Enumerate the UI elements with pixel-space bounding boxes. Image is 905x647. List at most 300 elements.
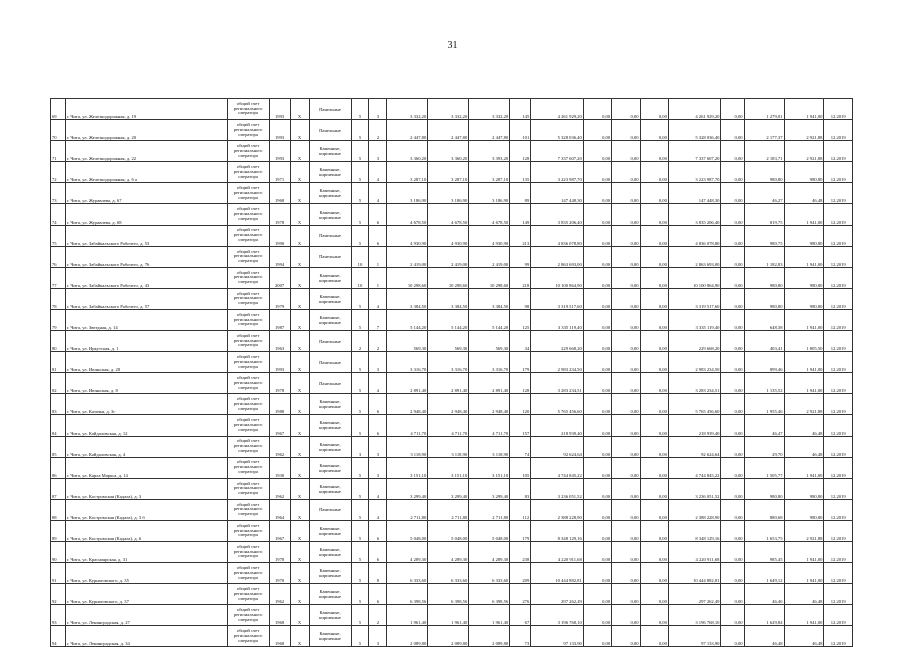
cell-floors: 5 [351, 352, 369, 373]
cell-entrances: 3 [369, 626, 387, 647]
cell-area-own: 5 048,00 [469, 520, 510, 541]
cell-f4: 0,00 [721, 457, 744, 478]
cell-area-living: 2 447,80 [428, 120, 469, 141]
cell-cost-max: 1 941,00 [784, 563, 824, 584]
cell-f1: 0,00 [583, 436, 611, 457]
cell-entrances: 1 [369, 246, 387, 267]
cell-year: 1970 [269, 563, 290, 584]
cell-f1: 0,00 [583, 520, 611, 541]
cell-floors: 5 [351, 120, 369, 141]
cell-area-total: 2 948,40 [387, 394, 428, 415]
cell-deadline: 12.2019 [824, 225, 853, 246]
cell-cost-owners: 3 196 768,10 [668, 605, 721, 626]
cell-material: Каменные, кирпичные [309, 584, 351, 605]
cell-area-total: 2 891,40 [387, 373, 428, 394]
cell-floors: 5 [351, 373, 369, 394]
cell-cost-owners: 4 220 911,68 [668, 541, 721, 562]
cell-address: г. Чита, ул. Курнатовского, д. 35 [65, 563, 227, 584]
cell-f4: 0,00 [721, 499, 744, 520]
cell-cost-max: 46,48 [784, 436, 824, 457]
cell-deadline: 12.2019 [824, 246, 853, 267]
cell-address: г. Чита, ул. Забайкальского Рабочего, д. 53 [65, 225, 227, 246]
cell-no: 76 [51, 246, 66, 267]
cell-area-total: 3 384,50 [387, 288, 428, 309]
cell-cost-per-m2: 980,80 [744, 267, 784, 288]
cell-area-total: 4 711,70 [387, 415, 428, 436]
cell-fund: общий счет регионального оператора [227, 352, 269, 373]
cell-cost-max: 1 941,00 [784, 246, 824, 267]
cell-entrances: 8 [369, 563, 387, 584]
cell-f3: 0,00 [640, 331, 668, 352]
cell-no: 84 [51, 415, 66, 436]
cell-f2: 0,00 [612, 331, 640, 352]
cell-cost-max: 1 941,00 [784, 457, 824, 478]
cell-area-living: 569,30 [428, 331, 469, 352]
cell-year: 1988 [269, 394, 290, 415]
cell-f1: 0,00 [583, 99, 611, 120]
cell-area-own: 3 332,20 [469, 99, 510, 120]
cell-area-total: 4 678,50 [387, 204, 428, 225]
cell-cost-per-m2: 980,80 [744, 162, 784, 183]
cell-area-living: 10 298,60 [428, 267, 469, 288]
cell-f3: 0,00 [640, 373, 668, 394]
cell-address: г. Чита, ул. Железнодорожная, д. 19 [65, 99, 227, 120]
cell-f3: 0,00 [640, 204, 668, 225]
cell-cost-per-m2: 819,75 [744, 204, 784, 225]
cell-f2: 0,00 [612, 373, 640, 394]
cell-f3: 0,00 [640, 352, 668, 373]
cell-entrances: 4 [369, 288, 387, 309]
cell-cost-per-m2: 46,27 [744, 183, 784, 204]
cell-year: 1963 [269, 331, 290, 352]
cell-year: 1979 [269, 288, 290, 309]
cell-fund: общий счет регионального оператора [227, 436, 269, 457]
cell-f3: 0,00 [640, 499, 668, 520]
cell-deadline: 12.2019 [824, 605, 853, 626]
cell-deadline: 12.2019 [824, 478, 853, 499]
cell-f1: 0,00 [583, 204, 611, 225]
table-row [51, 415, 853, 436]
cell-cost-owners: 3 283 234,51 [668, 373, 721, 394]
table-row [51, 584, 853, 605]
cell-f3: 0,00 [640, 267, 668, 288]
cell-cost-owners: 2 388 228,90 [668, 499, 721, 520]
cell-area-total: 2 711,80 [387, 499, 428, 520]
cell-residents: 209 [510, 563, 531, 584]
cell-cost-total: 3 283 234,51 [531, 373, 584, 394]
cell-area-living: 3 332,20 [428, 99, 469, 120]
cell-mark: Х [290, 626, 309, 647]
cell-area-total: 2 419,00 [387, 246, 428, 267]
cell-area-total: 3 332,20 [387, 99, 428, 120]
cell-f1: 0,00 [583, 267, 611, 288]
cell-residents: 238 [510, 541, 531, 562]
cell-year: 1993 [269, 120, 290, 141]
cell-floors: 5 [351, 204, 369, 225]
cell-f4: 0,00 [721, 520, 744, 541]
cell-cost-max: 1 941,00 [784, 352, 824, 373]
cell-f4: 0,00 [721, 436, 744, 457]
cell-mark: Х [290, 394, 309, 415]
cell-mark: Х [290, 99, 309, 120]
cell-address: г. Чита, ул. Забайкальского Рабочего, д. 57 [65, 288, 227, 309]
cell-no: 87 [51, 478, 66, 499]
cell-address: г. Чита, ул. Иркутская, д. 1 [65, 331, 227, 352]
cell-f3: 0,00 [640, 541, 668, 562]
cell-cost-total: 4 220 911,68 [531, 541, 584, 562]
cell-f2: 0,00 [612, 99, 640, 120]
cell-deadline: 12.2019 [824, 204, 853, 225]
cell-entrances: 6 [369, 225, 387, 246]
cell-fund: общий счет регионального оператора [227, 162, 269, 183]
cell-floors: 5 [351, 183, 369, 204]
table-row [51, 225, 853, 246]
cell-cost-max: 1 941,00 [784, 309, 824, 330]
cell-address: г. Чита, ул. Звездная, д. 14 [65, 309, 227, 330]
cell-floors: 5 [351, 584, 369, 605]
cell-address: г. Чита, ул. Костромская (Кадала), д. 3 [65, 478, 227, 499]
cell-f4: 0,00 [721, 478, 744, 499]
cell-f3: 0,00 [640, 183, 668, 204]
cell-deadline: 12.2019 [824, 499, 853, 520]
cell-address: г. Чита, ул. Железнодорожная, д. 20 [65, 120, 227, 141]
cell-f3: 0,00 [640, 584, 668, 605]
cell-year: 1962 [269, 584, 290, 605]
cell-cost-per-m2: 1 629,84 [744, 605, 784, 626]
cell-f2: 0,00 [612, 162, 640, 183]
cell-material: Панельные [309, 225, 351, 246]
cell-f2: 0,00 [612, 309, 640, 330]
cell-material: Панельные [309, 120, 351, 141]
cell-area-own: 2 891,40 [469, 373, 510, 394]
cell-fund: общий счет регионального оператора [227, 309, 269, 330]
cell-material: Панельные [309, 99, 351, 120]
houses-table-body [51, 99, 853, 647]
cell-cost-total: 10 444 882,81 [531, 563, 584, 584]
cell-area-total: 6 333,60 [387, 563, 428, 584]
cell-cost-owners: 92 624,64 [668, 436, 721, 457]
cell-mark: Х [290, 415, 309, 436]
cell-f2: 0,00 [612, 204, 640, 225]
cell-address: г. Чита, ул. Красноярская, д. 31 [65, 541, 227, 562]
cell-area-living: 3 186,90 [428, 183, 469, 204]
cell-f1: 0,00 [583, 394, 611, 415]
cell-deadline: 12.2019 [824, 457, 853, 478]
cell-area-own: 569,30 [469, 331, 510, 352]
cell-floors: 10 [351, 267, 369, 288]
cell-deadline: 12.2019 [824, 141, 853, 162]
cell-floors: 5 [351, 520, 369, 541]
cell-cost-owners: 3 335 119,40 [668, 309, 721, 330]
cell-cost-total: 3 319 517,60 [531, 288, 584, 309]
cell-f2: 0,00 [612, 246, 640, 267]
cell-cost-per-m2: 899,46 [744, 352, 784, 373]
cell-residents: 67 [510, 605, 531, 626]
table-row [51, 267, 853, 288]
cell-cost-total: 3 236 051,52 [531, 478, 584, 499]
cell-entrances: 2 [369, 605, 387, 626]
cell-residents: 105 [510, 457, 531, 478]
cell-cost-total: 5 328 036,40 [531, 120, 584, 141]
cell-deadline: 12.2019 [824, 99, 853, 120]
cell-f1: 0,00 [583, 141, 611, 162]
cell-entrances: 3 [369, 99, 387, 120]
cell-material: Панельные [309, 373, 351, 394]
cell-f2: 0,00 [612, 457, 640, 478]
cell-no: 93 [51, 605, 66, 626]
cell-residents: 112 [510, 499, 531, 520]
cell-deadline: 12.2019 [824, 352, 853, 373]
cell-area-living: 3 151,10 [428, 457, 469, 478]
table-row [51, 520, 853, 541]
cell-f2: 0,00 [612, 394, 640, 415]
cell-deadline: 12.2019 [824, 162, 853, 183]
cell-cost-max: 980,80 [784, 499, 824, 520]
cell-mark: Х [290, 436, 309, 457]
cell-f4: 0,00 [721, 584, 744, 605]
cell-area-own: 2 711,80 [469, 499, 510, 520]
cell-entrances: 6 [369, 394, 387, 415]
cell-year: 1994 [269, 246, 290, 267]
cell-address: г. Чита, ул. Журавлева, д. 68 [65, 204, 227, 225]
cell-f3: 0,00 [640, 563, 668, 584]
cell-deadline: 12.2019 [824, 520, 853, 541]
cell-entrances: 4 [369, 162, 387, 183]
cell-f1: 0,00 [583, 331, 611, 352]
cell-mark: Х [290, 225, 309, 246]
table-row [51, 162, 853, 183]
cell-mark: Х [290, 352, 309, 373]
cell-f3: 0,00 [640, 394, 668, 415]
cell-fund: общий счет регионального оператора [227, 288, 269, 309]
cell-mark: Х [290, 499, 309, 520]
cell-address: г. Чита, ул. Журавлева, д. 67 [65, 183, 227, 204]
cell-address: г. Чита, ул. Кайдаловская, д. 4 [65, 436, 227, 457]
cell-cost-max: 980,80 [784, 162, 824, 183]
cell-fund: общий счет регионального оператора [227, 605, 269, 626]
cell-cost-max: 980,80 [784, 288, 824, 309]
cell-f4: 0,00 [721, 563, 744, 584]
table-row [51, 605, 853, 626]
cell-area-own: 4 678,50 [469, 204, 510, 225]
cell-fund: общий счет регионального оператора [227, 541, 269, 562]
cell-fund: общий счет регионального оператора [227, 204, 269, 225]
cell-cost-per-m2: 648,38 [744, 309, 784, 330]
cell-residents: 98 [510, 288, 531, 309]
table-row [51, 331, 853, 352]
cell-area-total: 4 930,90 [387, 225, 428, 246]
cell-floors: 5 [351, 99, 369, 120]
cell-cost-per-m2: 1 279,01 [744, 99, 784, 120]
cell-fund: общий счет регионального оператора [227, 373, 269, 394]
cell-area-total: 3 151,10 [387, 457, 428, 478]
cell-f1: 0,00 [583, 309, 611, 330]
cell-mark: Х [290, 288, 309, 309]
cell-floors: 5 [351, 605, 369, 626]
table-row [51, 394, 853, 415]
cell-cost-owners: 3 319 517,60 [668, 288, 721, 309]
cell-f2: 0,00 [612, 267, 640, 288]
cell-f4: 0,00 [721, 415, 744, 436]
cell-year: 1993 [269, 141, 290, 162]
cell-deadline: 12.2019 [824, 394, 853, 415]
cell-cost-owners: 5 765 456,60 [668, 394, 721, 415]
cell-cost-per-m2: 985,45 [744, 541, 784, 562]
cell-material: Каменные, кирпичные [309, 288, 351, 309]
cell-deadline: 12.2019 [824, 626, 853, 647]
cell-area-living: 2 891,40 [428, 373, 469, 394]
cell-residents: 128 [510, 373, 531, 394]
cell-year: 1978 [269, 373, 290, 394]
cell-fund: общий счет регионального оператора [227, 141, 269, 162]
cell-entrances: 6 [369, 415, 387, 436]
cell-material: Каменные, кирпичные [309, 394, 351, 415]
cell-fund: общий счет регионального оператора [227, 331, 269, 352]
cell-deadline: 12.2019 [824, 584, 853, 605]
cell-floors: 5 [351, 225, 369, 246]
cell-f2: 0,00 [612, 352, 640, 373]
cell-deadline: 12.2019 [824, 373, 853, 394]
cell-cost-owners: 3 835 206,40 [668, 204, 721, 225]
cell-entrances: 6 [369, 520, 387, 541]
cell-year: 1967 [269, 415, 290, 436]
cell-area-living: 5 144,20 [428, 309, 469, 330]
cell-area-own: 3 151,10 [469, 457, 510, 478]
cell-f3: 0,00 [640, 309, 668, 330]
cell-f1: 0,00 [583, 584, 611, 605]
cell-mark: Х [290, 267, 309, 288]
cell-year: 1990 [269, 225, 290, 246]
cell-fund: общий счет регионального оператора [227, 499, 269, 520]
cell-cost-per-m2: 1 182,83 [744, 246, 784, 267]
cell-material: Каменные, кирпичные [309, 204, 351, 225]
cell-fund: общий счет регионального оператора [227, 267, 269, 288]
cell-cost-max: 46,48 [784, 415, 824, 436]
cell-address: г. Чита, ул. Курнатовского, д. 37 [65, 584, 227, 605]
cell-f1: 0,00 [583, 352, 611, 373]
cell-fund: общий счет регионального оператора [227, 563, 269, 584]
cell-cost-total: 4 744 845,22 [531, 457, 584, 478]
cell-cost-owners: 2 863 693,00 [668, 246, 721, 267]
cell-area-own: 3 118,90 [469, 436, 510, 457]
cell-cost-total: 2 388 228,90 [531, 499, 584, 520]
cell-area-own: 2 419,00 [469, 246, 510, 267]
cell-fund: общий счет регионального оператора [227, 225, 269, 246]
cell-fund: общий счет регионального оператора [227, 99, 269, 120]
cell-material: Каменные, кирпичные [309, 162, 351, 183]
table-row [51, 499, 853, 520]
cell-f1: 0,00 [583, 415, 611, 436]
cell-deadline: 12.2019 [824, 331, 853, 352]
cell-mark: Х [290, 373, 309, 394]
cell-material: Панельные [309, 352, 351, 373]
cell-mark: Х [290, 584, 309, 605]
cell-area-own: 2 948,40 [469, 394, 510, 415]
cell-entrances: 6 [369, 584, 387, 605]
cell-cost-max: 1 941,00 [784, 541, 824, 562]
cell-cost-per-m2: 1 505,77 [744, 457, 784, 478]
cell-no: 88 [51, 499, 66, 520]
cell-cost-total: 8 348 129,16 [531, 520, 584, 541]
cell-area-living: 4 930,90 [428, 225, 469, 246]
cell-cost-max: 1 941,00 [784, 373, 824, 394]
cell-cost-total: 147 448,30 [531, 183, 584, 204]
cell-material: Каменные, кирпичные [309, 436, 351, 457]
cell-floors: 5 [351, 415, 369, 436]
cell-no: 77 [51, 267, 66, 288]
cell-floors: 5 [351, 394, 369, 415]
cell-address: г. Чита, ул. Июньская, д. 28 [65, 352, 227, 373]
cell-cost-max: 2 921,88 [784, 520, 824, 541]
cell-area-total: 569,30 [387, 331, 428, 352]
cell-floors: 5 [351, 626, 369, 647]
cell-cost-owners: 3 236 051,52 [668, 478, 721, 499]
cell-area-own: 5 144,20 [469, 309, 510, 330]
cell-cost-total: 3 835 206,40 [531, 204, 584, 225]
cell-cost-total: 7 337 607,20 [531, 141, 584, 162]
cell-f4: 0,00 [721, 141, 744, 162]
cell-f4: 0,00 [721, 605, 744, 626]
cell-year: 1968 [269, 626, 290, 647]
cell-area-own: 2 447,80 [469, 120, 510, 141]
cell-no: 79 [51, 309, 66, 330]
cell-entrances: 4 [369, 478, 387, 499]
cell-residents: 179 [510, 520, 531, 541]
cell-deadline: 12.2019 [824, 541, 853, 562]
cell-residents: 213 [510, 225, 531, 246]
cell-area-total: 2 089,80 [387, 626, 428, 647]
cell-area-own: 3 299,40 [469, 478, 510, 499]
cell-cost-per-m2: 1 653,75 [744, 520, 784, 541]
cell-area-living: 2 711,80 [428, 499, 469, 520]
table-row [51, 373, 853, 394]
cell-cost-owners: 3 223 987,70 [668, 162, 721, 183]
table-row [51, 141, 853, 162]
table-row [51, 120, 853, 141]
cell-area-living: 2 419,00 [428, 246, 469, 267]
cell-no: 72 [51, 162, 66, 183]
cell-area-own: 3 384,50 [469, 288, 510, 309]
cell-cost-owners: 218 939,40 [668, 415, 721, 436]
cell-f1: 0,00 [583, 478, 611, 499]
cell-area-living: 3 118,90 [428, 436, 469, 457]
houses-table [50, 98, 853, 647]
cell-area-own: 3 393,20 [469, 141, 510, 162]
cell-f4: 0,00 [721, 373, 744, 394]
cell-f2: 0,00 [612, 626, 640, 647]
cell-fund: общий счет регионального оператора [227, 394, 269, 415]
cell-area-living: 2 089,80 [428, 626, 469, 647]
cell-cost-max: 2 921,88 [784, 394, 824, 415]
cell-cost-total: 2 863 693,00 [531, 246, 584, 267]
cell-cost-per-m2: 46,48 [744, 626, 784, 647]
cell-mark: Х [290, 120, 309, 141]
cell-area-total: 3 360,20 [387, 141, 428, 162]
cell-no: 86 [51, 457, 66, 478]
cell-deadline: 12.2019 [824, 436, 853, 457]
cell-area-living: 4 289,30 [428, 541, 469, 562]
table-row [51, 563, 853, 584]
cell-cost-per-m2: 46,47 [744, 415, 784, 436]
cell-f3: 0,00 [640, 415, 668, 436]
cell-cost-owners: 2 983 234,50 [668, 352, 721, 373]
cell-fund: общий счет регионального оператора [227, 584, 269, 605]
cell-mark: Х [290, 183, 309, 204]
cell-f1: 0,00 [583, 246, 611, 267]
cell-area-total: 6 398,56 [387, 584, 428, 605]
cell-material: Каменные, кирпичные [309, 309, 351, 330]
cell-area-total: 3 299,40 [387, 478, 428, 499]
